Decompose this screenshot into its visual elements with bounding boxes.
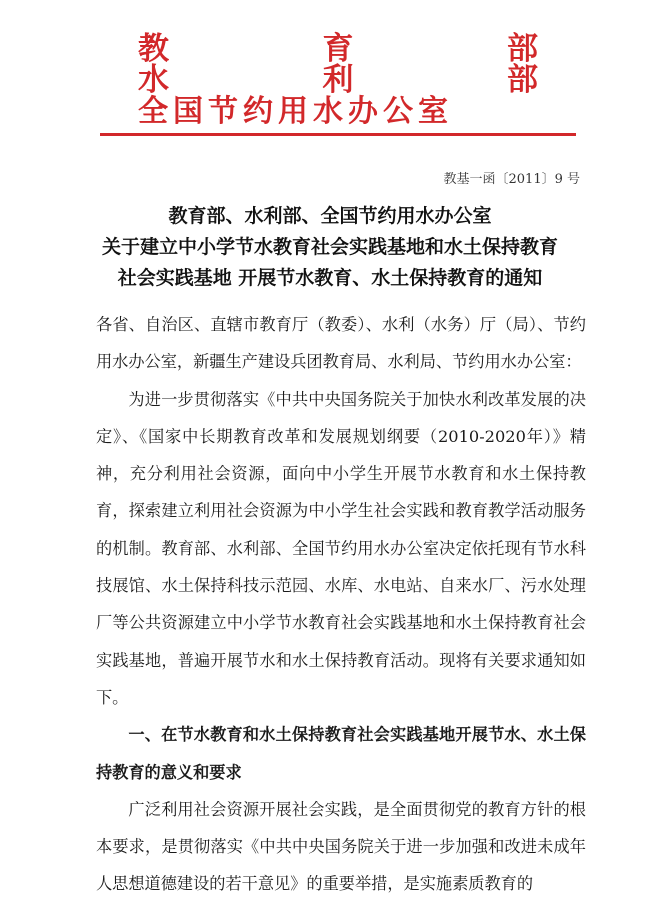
- section-heading: 一、在节水教育和水土保持教育社会实践基地开展节水、水土保持教育的意义和要求: [96, 725, 586, 782]
- document-body: [96, 306, 586, 903]
- issuer-line-education-ministry: [138, 31, 538, 67]
- title-line: 关于建立中小学节水教育社会实践基地和水土保持教育: [101, 236, 558, 258]
- title-line: 社会实践基地 开展节水教育、水土保持教育的通知: [117, 267, 543, 289]
- issuer-letterhead: [138, 31, 538, 129]
- document-title: [40, 201, 620, 294]
- letterhead-red-rule: [100, 133, 576, 136]
- issuer-line-water-saving-office: 全国节约用水办公室: [138, 94, 453, 129]
- body-paragraph: 广泛利用社会资源开展社会实践，是全面贯彻党的教育方针的根本要求，是贯彻落实《中共中央国务院关于进一步加强和改进未成年人思想道德建设的若干意见》的重要举措，是实施素质教育的: [96, 799, 586, 894]
- title-line: 教育部、水利部、全国节约用水办公室: [168, 205, 492, 227]
- issuer-char: 部: [507, 62, 538, 98]
- issuer-char: 利: [322, 62, 354, 98]
- document-number: 教基一函〔2011〕9 号: [443, 172, 580, 187]
- issuer-char: 教: [138, 31, 169, 67]
- salutation: 各省、自治区、直辖市教育厅（教委）、水利（水务）厅（局）、节约用水办公室，新疆生产建设兵团教育局、水利局、节约用水办公室：: [96, 315, 586, 372]
- issuer-char: 育: [322, 31, 354, 67]
- issuer-char: 部: [507, 31, 538, 67]
- issuer-char: 水: [138, 62, 169, 98]
- issuer-line-water-ministry: [138, 62, 538, 98]
- body-paragraph: 为进一步贯彻落实《中共中央国务院关于加快水利改革发展的决定》、《国家中长期教育改革和发展规划纲要（2010-2020年）》精神，充分利用社会资源，面向中小学生开展节水教育和水土保持教育，探索建立利用社会资源为中小学生社会实践和教育教学活动服务的机制。教育部、水利部、全国节约用水办公室决定依托现有节水科技展馆、水土保持科技示范园、水库、水电站、自来水厂、污水处理厂等公共资源建立中小学节水教育社会实践基地和水土保持教育社会实践基地，普遍开展节水和水土保持教育活动。现将有关要求通知如下。: [96, 389, 586, 707]
